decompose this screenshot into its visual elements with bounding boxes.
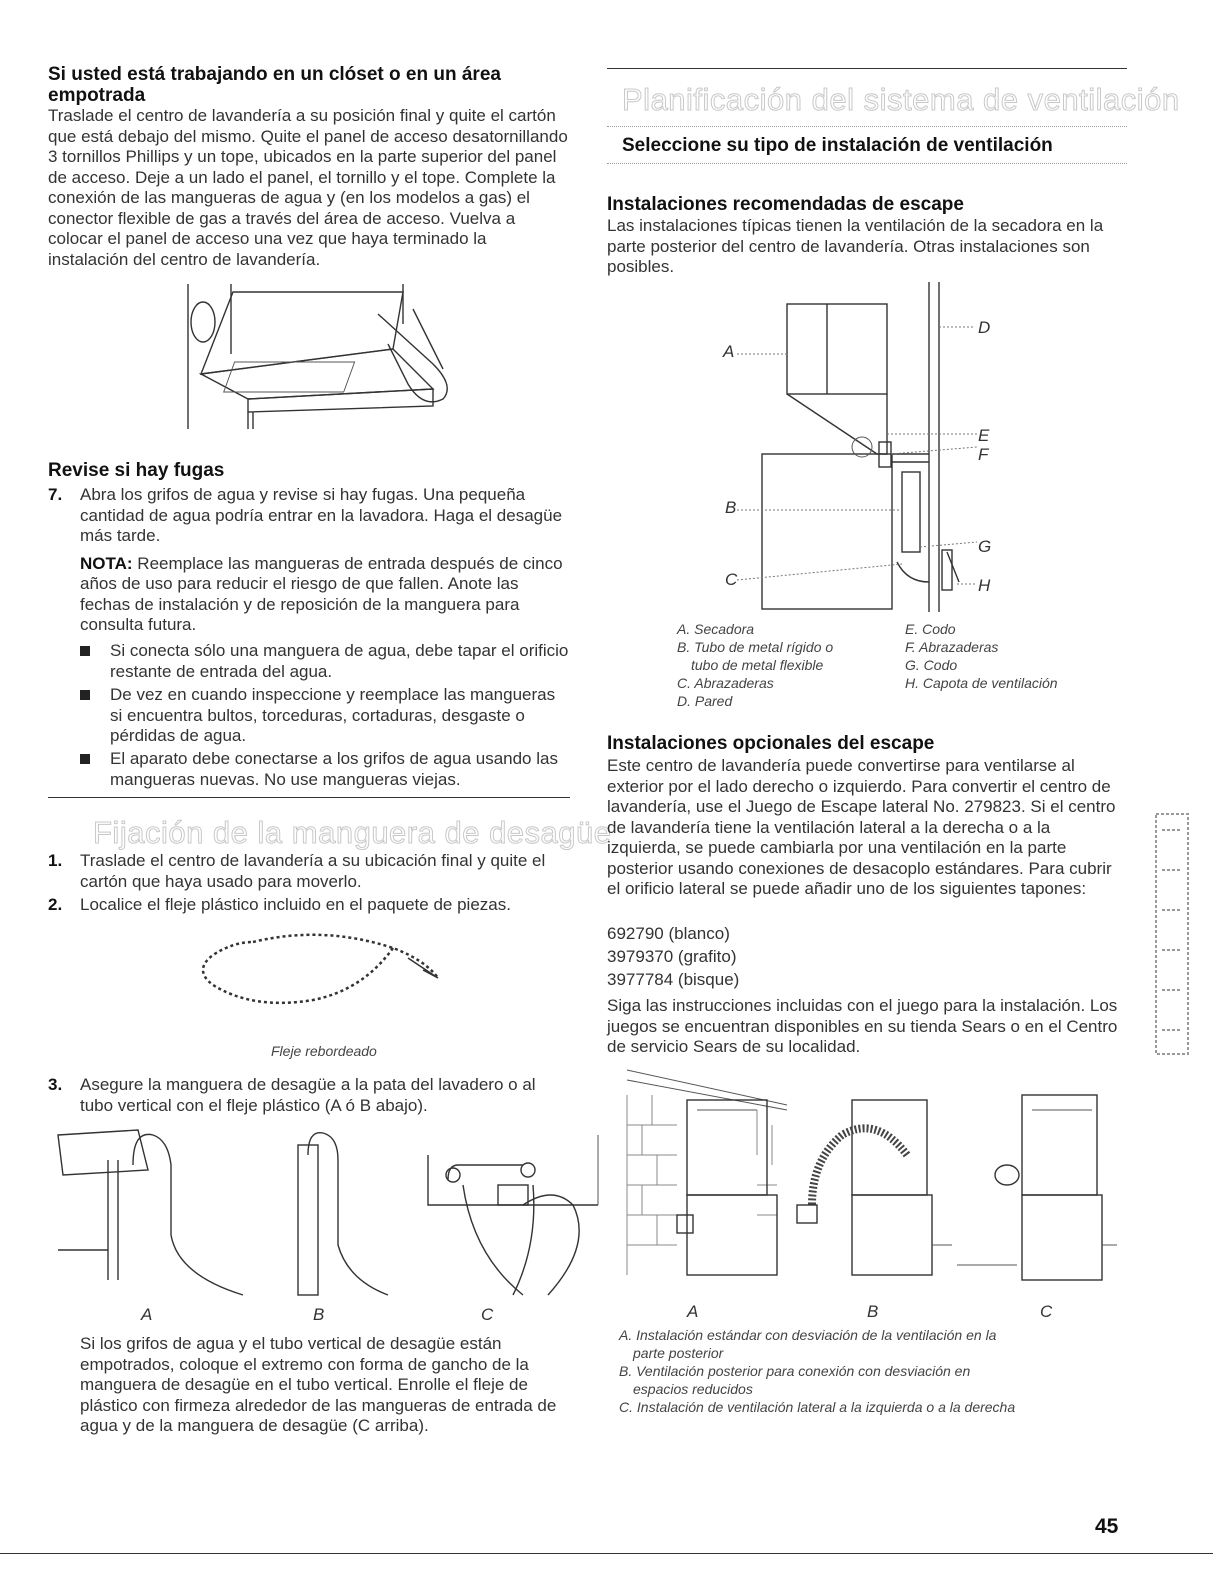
- vent-subtitle: Seleccione su tipo de instalación de ventilación: [622, 135, 1053, 156]
- caption-line: parte posterior: [633, 1345, 724, 1361]
- optional-closing: Siga las instrucciones incluidas con el juego para la instalación. Los juegos se encuentran disponibles en su tienda Sears o en el Centro de servicio Sears de su localidad.: [607, 996, 1118, 1056]
- bullet-square-icon: [80, 754, 90, 764]
- legend-item: D. Pared: [677, 693, 733, 709]
- drain-step: [48, 851, 570, 892]
- edge-watermark: [1152, 810, 1194, 1060]
- drain-figure-label-c: C: [481, 1305, 494, 1324]
- recommended-body: Las instalaciones típicas tienen la ventilación de la secadora en la parte posterior del centro de lavandería. Otras instalaciones son posibles.: [607, 216, 1104, 276]
- vent-options-illustration: [617, 1065, 1127, 1295]
- leaks-bullet: [80, 749, 570, 790]
- caption-line: A. Instalación estándar con desviación de la ventilación en la: [619, 1327, 997, 1343]
- drain-figure-label-a: A: [141, 1305, 153, 1324]
- step-number: 2.: [48, 895, 63, 914]
- drain-figure-label-b: B: [313, 1305, 325, 1324]
- vent-figure-label-a: A: [687, 1302, 699, 1321]
- step-number: 3.: [48, 1075, 63, 1094]
- diagram-letter-c: C: [725, 570, 738, 589]
- caption-line: espacios reducidos: [633, 1381, 753, 1397]
- diagram-letter-h: H: [978, 576, 991, 595]
- legend-item: E. Codo: [905, 621, 956, 637]
- beaded-strap-illustration: [193, 930, 453, 1030]
- legend-item: A. Secadora: [677, 621, 755, 637]
- part-number: 692790 (blanco): [607, 924, 730, 943]
- diagram-letter-f: F: [978, 445, 989, 464]
- leaks-heading: Revise si hay fugas: [48, 460, 225, 481]
- page-number: 45: [1095, 1515, 1119, 1538]
- diagram-legend-right: [905, 620, 1127, 692]
- optional-body: Este centro de lavandería puede convertirse para ventilarse al exterior por el lado derecho o izquierdo. Para convertir el centro de lavandería, use el Juego de Escape lateral No. 279823. Si el centro de lavandería tiene la ventilación lateral a la derecha o a la izquierda, se puede cambiarla por una ventilación en la parte posterior usando conexiones de desacoplo estándares. Para cubrir el orificio lateral se puede añadir uno de los siguientes tapones:: [607, 756, 1116, 898]
- leaks-step-7: [48, 485, 570, 636]
- dotted-divider: [607, 163, 1127, 164]
- step-number: 1.: [48, 851, 63, 870]
- legend-item: tubo de metal flexible: [691, 657, 824, 673]
- leaks-step-text: Abra los grifos de agua y revise si hay fugas. Una pequeña cantidad de agua podría entrar en la lavadora. Haga el desagüe más tarde.: [80, 485, 563, 545]
- bullet-text: De vez en cuando inspeccione y reemplace las mangueras si encuentra bultos, torceduras, cortaduras, desgaste o pérdidas de agua.: [110, 685, 556, 745]
- bullet-text: El aparato debe conectarse a los grifos de agua usando las mangueras nuevas. No use mangueras viejas.: [110, 749, 558, 789]
- legend-item: H. Capota de ventilación: [905, 675, 1058, 691]
- leaks-bullet: [80, 641, 570, 682]
- diagram-letter-g: G: [978, 537, 992, 556]
- note-label: NOTA:: [80, 553, 133, 573]
- legend-item: B. Tubo de metal rígido o: [677, 639, 834, 655]
- bullet-text: Si conecta sólo una manguera de agua, debe tapar el orificio restante de entrada del agua.: [110, 641, 569, 681]
- drain-step: [48, 1075, 570, 1116]
- diagram-letter-b: B: [725, 498, 737, 517]
- part-number: 3977784 (bisque): [607, 970, 740, 989]
- bullet-square-icon: [80, 690, 90, 700]
- diagram-letter-d: D: [978, 318, 991, 337]
- diagram-legend-left: [677, 620, 907, 710]
- section-divider: [48, 797, 570, 798]
- dotted-divider: [607, 126, 1127, 127]
- part-number: 3979370 (grafito): [607, 947, 737, 966]
- vent-section-title: Planificación del sistema de ventilación: [622, 82, 1180, 117]
- legend-item: C. Abrazaderas: [677, 675, 774, 691]
- drain-closing: Si los grifos de agua y el tubo vertical de desagüe están empotrados, coloque el extremo con forma de gancho de la manguera de desagüe en el tubo vertical. Enrolle el fleje de plástico con firmeza alrededor de las mangueras de entrada de agua y de la manguera de desagüe (C arriba).: [80, 1334, 557, 1435]
- step-text: Traslade el centro de lavandería a su ubicación final y quite el cartón que haya usado para moverlo.: [80, 851, 546, 891]
- drain-section-title: Fijación de la manguera de desagüe: [93, 815, 612, 850]
- step-text: Asegure la manguera de desagüe a la pata del lavadero o al tubo vertical con el fleje plástico (A ó B abajo).: [80, 1075, 536, 1115]
- drain-hose-illustrations: [53, 1125, 573, 1305]
- recommended-heading: Instalaciones recomendadas de escape: [607, 194, 964, 215]
- caption-line: C. Instalación de ventilación lateral a la izquierda o a la derecha: [619, 1399, 1016, 1415]
- legend-item: G. Codo: [905, 657, 958, 673]
- drain-step: [48, 895, 570, 916]
- diagram-letter-e: E: [978, 426, 990, 445]
- vent-figure-label-c: C: [1040, 1302, 1053, 1321]
- closet-heading: Si usted está trabajando en un clóset o en un área empotrada: [48, 64, 501, 106]
- section-divider: [607, 68, 1127, 69]
- leaks-bullet: [80, 685, 570, 747]
- legend-item: F. Abrazaderas: [905, 639, 999, 655]
- step-text: Localice el fleje plástico incluido en el paquete de piezas.: [80, 895, 511, 914]
- note-text: Reemplace las mangueras de entrada después de cinco años de uso para reducir el riesgo de que fallen. Anote las fechas de instalación y de reposición de la manguera para consulta futura.: [80, 553, 563, 634]
- diagram-letter-a: A: [723, 342, 735, 361]
- bullet-square-icon: [80, 646, 90, 656]
- access-panel-illustration: [183, 284, 493, 434]
- step-number: 7.: [48, 485, 63, 504]
- strap-caption: Fleje rebordeado: [271, 1043, 377, 1059]
- vent-figure-captions: [619, 1326, 1119, 1416]
- caption-line: B. Ventilación posterior para conexión con desviación en: [619, 1363, 971, 1379]
- closet-body: Traslade el centro de lavandería a su posición final y quite el cartón que está debajo del mismo. Quite el panel de acceso desatornillando 3 tornillos Phillips y un tope, ubicados en la parte superior del panel de acceso. Deje a un lado el panel, el tornillo y el tope. Complete la conexión de las mangueras de agua y (en los modelos a gas) el conector flexible de gas a través del área de acceso. Vuelva a colocar el panel de acceso una vez que haya terminado la instalación del centro de lavandería.: [48, 106, 568, 269]
- footer-rule: [0, 1553, 1213, 1554]
- leaks-note: [80, 554, 570, 636]
- optional-heading: Instalaciones opcionales del escape: [607, 733, 935, 754]
- vent-figure-label-b: B: [867, 1302, 879, 1321]
